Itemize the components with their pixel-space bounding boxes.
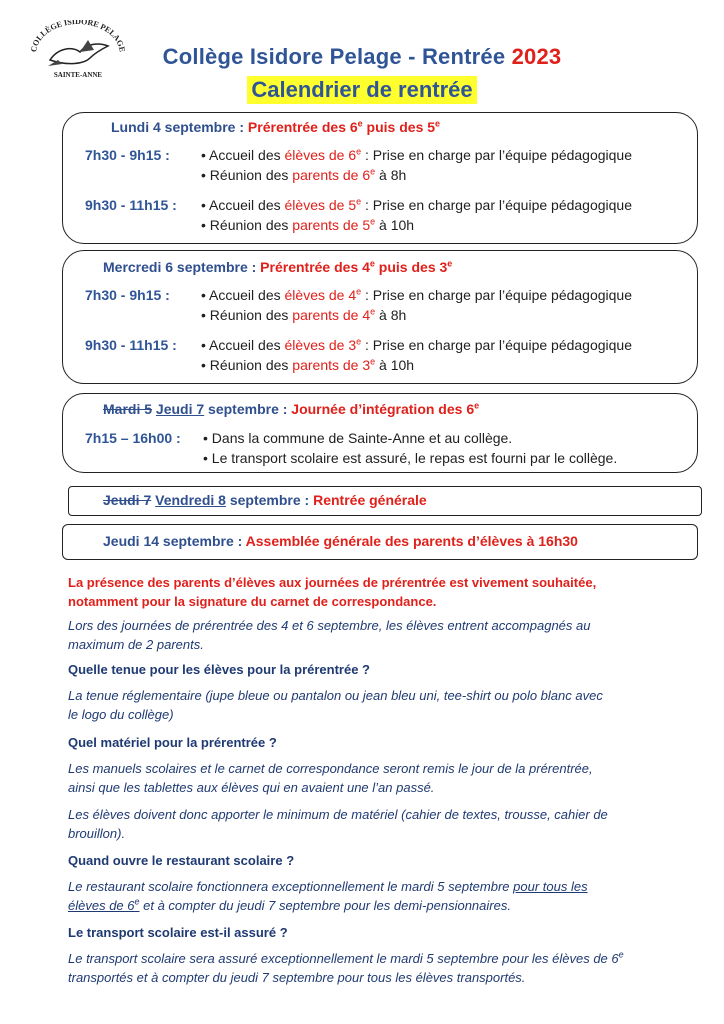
event-label: Assemblée générale des parents d’élèves à 16h30 — [245, 533, 578, 549]
answer-materiel: Les manuels scolaires et le carnet de correspondance seront remis le jour de la prérentrée, ainsi que les tablettes aux élèves qui en avaient une l’an passé. — [68, 761, 593, 795]
time-slot: 9h30 - 11h15 : — [85, 337, 177, 353]
slot-details: • Accueil des élèves de 4e : Prise en charge par l’équipe pédagogique • Réunion des parents de 4e à 8h — [201, 286, 633, 323]
schedule-box-lundi — [62, 112, 698, 244]
answer-restaurant: Le restaurant scolaire fonctionnera exceptionnellement le mardi 5 septembre pour tous les élèves de 6e et à compter du jeudi 7 septembre pour les demi-pensionnaires. — [68, 879, 588, 913]
event-label: Prérentrée des 6 — [247, 119, 358, 135]
slot-details: • Accueil des élèves de 3e : Prise en charge par l’équipe pédagogique • Réunion des parents de 3e à 10h — [201, 336, 633, 373]
time-slot: 7h30 - 9h15 : — [85, 147, 170, 163]
question-restaurant: Quand ouvre le restaurant scolaire ? — [68, 853, 295, 868]
schedule-box-assemblee — [62, 524, 698, 560]
day-label: Mercredi 6 septembre : — [103, 259, 261, 275]
box-heading: Mardi 5 Jeudi 7 septembre : Journée d’intégration des 6e — [103, 400, 480, 417]
time-slot: 7h15 – 16h00 : — [85, 430, 181, 446]
schedule-box-mercredi — [62, 250, 698, 384]
title-text: Collège Isidore Pelage - Rentrée — [162, 44, 512, 69]
page-subtitle: Calendrier de rentrée — [247, 76, 476, 104]
time-slot: 9h30 - 11h15 : — [85, 197, 177, 213]
schedule-box-rentree — [68, 486, 702, 516]
event-label: Prérentrée des 4 — [260, 259, 370, 275]
important-notice: La présence des parents d’élèves aux journées de prérentrée est vivement souhaitée, notamment pour la signature du carnet de correspondance. — [68, 575, 597, 609]
slot-details: • Accueil des élèves de 5e : Prise en charge par l’équipe pédagogique • Réunion des parents de 5e à 10h — [201, 196, 633, 233]
event-label: Journée d’intégration des 6 — [291, 401, 475, 417]
schedule-box-integration — [62, 393, 698, 473]
struck-day: Jeudi 7 — [103, 492, 152, 508]
box-heading — [103, 533, 578, 549]
page-title — [0, 44, 724, 70]
slot-details: • Accueil des élèves de 6e : Prise en charge par l’équipe pédagogique • Réunion des parents de 6e à 8h — [201, 146, 633, 183]
question-transport: Le transport scolaire est-il assuré ? — [68, 925, 288, 940]
question-tenue: Quelle tenue pour les élèves pour la prérentrée ? — [68, 662, 370, 677]
paragraph-accompaniment: Lors des journées de prérentrée des 4 et 6 septembre, les élèves entrent accompagnés au maximum de 2 parents. — [68, 618, 591, 652]
time-slot: 7h30 - 9h15 : — [85, 287, 170, 303]
box-heading: Mercredi 6 septembre : Prérentrée des 4e puis des 3e — [103, 258, 453, 275]
day-label: Lundi 4 septembre : — [111, 119, 248, 135]
answer-tenue: La tenue réglementaire (jupe bleue ou pantalon ou jean bleu uni, tee-shirt ou polo blanc avec le logo du collège) — [68, 688, 603, 722]
new-day: Jeudi 7 — [155, 401, 205, 417]
logo-text-top: COLLÈGE ISIDORE PELAGE — [29, 20, 127, 53]
logo-text-bottom: SAINTE-ANNE — [53, 71, 103, 79]
new-day: Vendredi 8 — [155, 492, 226, 508]
question-materiel: Quel matériel pour la prérentrée ? — [68, 735, 277, 750]
answer-transport: Le transport scolaire sera assuré exceptionnellement le mardi 5 septembre pour les élèves de 6e transportés et à compter du jeudi 7 septembre pour tous les élèves transportés. — [68, 949, 624, 985]
box-heading: Lundi 4 septembre : Prérentrée des 6e puis des 5e — [111, 118, 441, 135]
day-label: Jeudi 14 septembre : — [103, 533, 246, 549]
answer-materiel-2: Les élèves doivent donc apporter le minimum de matériel (cahier de textes, trousse, cahier de brouillon). — [68, 807, 608, 841]
struck-day: Mardi 5 — [103, 401, 153, 417]
event-label: Rentrée générale — [313, 492, 427, 508]
box-heading: Jeudi 7 Vendredi 8 septembre : Rentrée générale — [103, 492, 427, 508]
title-year: 2023 — [511, 44, 562, 69]
slot-details: • Dans la commune de Sainte-Anne et au collège. • Le transport scolaire est assuré, le repas est fourni par le collège. — [203, 430, 618, 466]
